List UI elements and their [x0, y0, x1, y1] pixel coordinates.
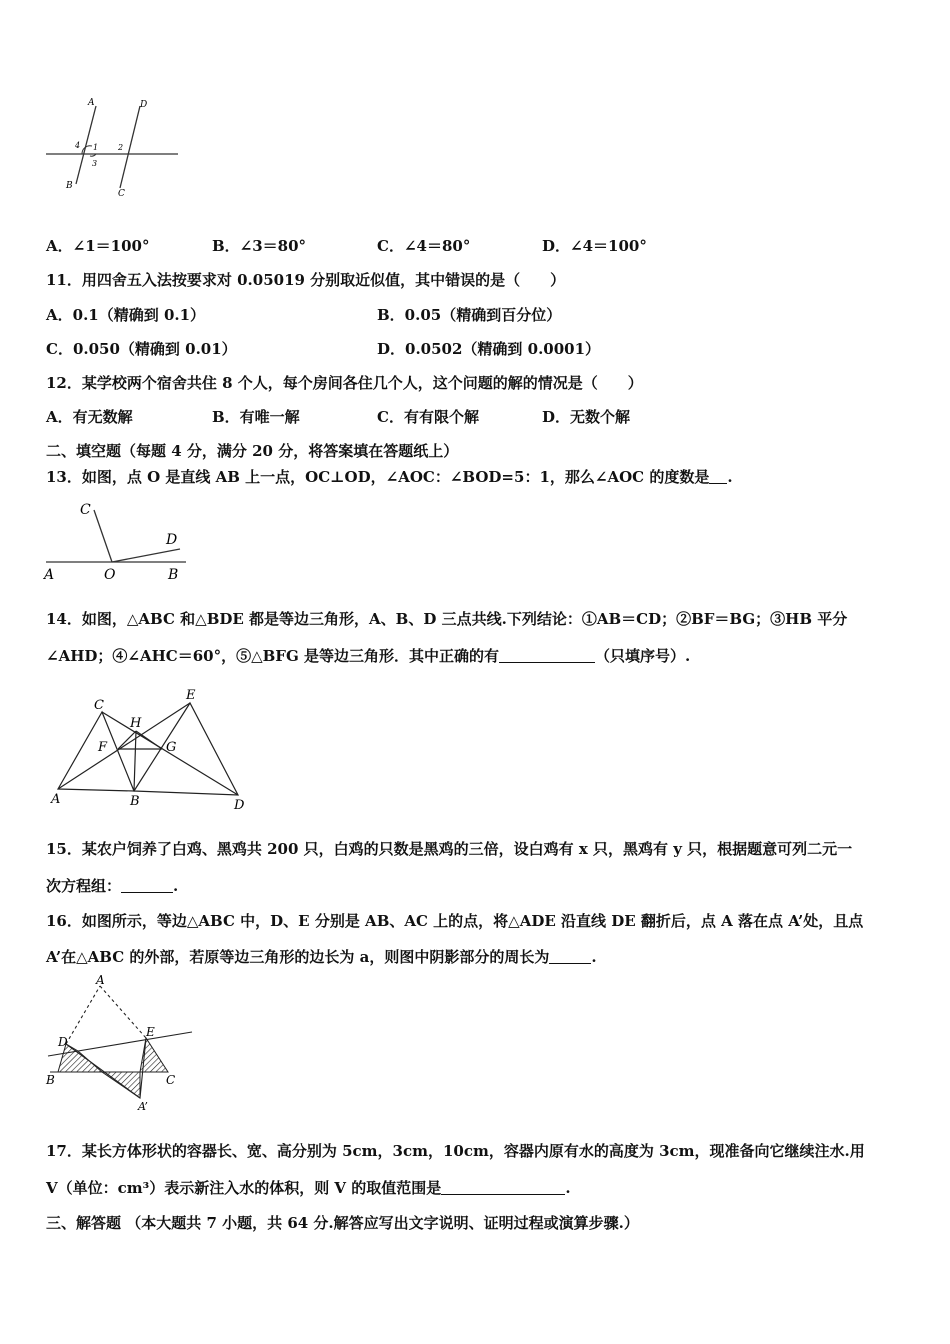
label-b: B — [130, 794, 140, 809]
answer-blank — [499, 648, 595, 663]
q10-option-c: C．∠4＝80° — [377, 237, 471, 255]
q16-line2-pre: A’在△ABC 的外部，若原等边三角形的边长为 a，则图中阴影部分的周长为 — [46, 948, 550, 966]
q13-end: . — [727, 468, 733, 486]
q14-line2-pre: ∠AHD；④∠AHC＝60°，⑤△BFG 是等边三角形．其中正确的有 — [46, 647, 499, 665]
q11-option-c: C．0.050（精确到 0.01） — [46, 340, 237, 358]
q17-line1: 17．某长方体形状的容器长、宽、高分别为 5cm，3cm，10cm，容器内原有水的高度为 3cm，现准备向它继续注水.用 — [46, 1142, 865, 1160]
label-f: F — [98, 740, 108, 755]
q15-line2-post: . — [173, 877, 179, 895]
label-c: C — [166, 1073, 176, 1087]
section3-heading: 三、解答题 （本大题共 7 小题，共 64 分.解答应写出文字说明、证明过程或演算步骤.） — [46, 1214, 639, 1232]
q14-figure — [48, 685, 258, 813]
q15-line2-pre: 次方程组： — [46, 877, 122, 895]
q12-stem: 12．某学校两个宿舍共住 8 个人，每个房间各住几个人，这个问题的解的情况是（ ） — [46, 374, 643, 392]
label-g: G — [166, 740, 177, 755]
q11-option-b: B．0.05（精确到百分位） — [377, 306, 562, 324]
q16-figure — [42, 973, 202, 1113]
q14-line2-post: （只填序号）. — [594, 647, 691, 665]
answer-blank — [709, 469, 727, 484]
q12-option-a: A．有无数解 — [46, 408, 133, 426]
q10-option-a: A．∠1＝100° — [46, 237, 150, 255]
q16-line2-post: . — [591, 948, 597, 966]
q17-line2 — [46, 1178, 571, 1198]
label-e: E — [146, 1025, 155, 1039]
q11-option-d: D．0.0502（精确到 0.0001） — [377, 340, 601, 358]
q10-option-b: B．∠3＝80° — [212, 237, 307, 255]
segment-da — [66, 986, 100, 1044]
answer-blank — [549, 949, 591, 964]
q12-option-c: C．有有限个解 — [377, 408, 479, 426]
q12-option-d: D．无数个解 — [542, 408, 631, 426]
label-4: 4 — [75, 141, 81, 150]
label-d: D — [166, 532, 178, 548]
label-d: D — [58, 1035, 68, 1049]
q10-option-d: D．∠4＝100° — [542, 237, 647, 255]
label-o: O — [104, 567, 116, 583]
label-d: D — [140, 100, 148, 110]
segment-ae — [100, 986, 146, 1038]
label-1: 1 — [93, 143, 99, 152]
q17-line2-post: . — [565, 1179, 571, 1197]
q13-figure — [40, 496, 190, 586]
section2-heading: 二、填空题（每题 4 分，满分 20 分，将答案填在答题纸上） — [46, 442, 459, 460]
q16-line2 — [46, 947, 597, 967]
label-2: 2 — [118, 143, 124, 152]
label-c: C — [80, 502, 91, 518]
label-c: C — [94, 698, 104, 713]
label-d: D — [234, 798, 245, 813]
label-a: A — [51, 792, 61, 807]
label-a: A — [96, 973, 105, 987]
q11-option-a: A．0.1（精确到 0.1） — [46, 306, 206, 324]
segment-hg — [136, 731, 162, 749]
label-b: B — [66, 181, 73, 191]
q12-option-b: B．有唯一解 — [212, 408, 300, 426]
q16-line1: 16．如图所示，等边△ABC 中，D、E 分别是 AB、AC 上的点，将△ADE 沿直线 DE 翻折后，点 A 落在点 A’处，且点 — [46, 912, 864, 930]
ray-oc — [94, 510, 112, 562]
label-3: 3 — [92, 159, 98, 168]
label-b: B — [46, 1073, 55, 1087]
label-b: B — [168, 567, 179, 583]
q15-line1: 15．某农户饲养了白鸡、黑鸡共 200 只，白鸡的只数是黑鸡的三倍，设白鸡有 x 只，黑鸡有 y 只，根据题意可列二元一 — [46, 840, 853, 858]
label-e: E — [186, 688, 196, 703]
q10-figure — [44, 96, 184, 206]
q11-stem: 11．用四舍五入法按要求对 0.05019 分别取近似值，其中错误的是（ ） — [46, 271, 566, 289]
q14-line1: 14．如图，△ABC 和△BDE 都是等边三角形，A、B、D 三点共线.下列结论：①AB＝CD；②BF＝BG；③HB 平分 — [46, 610, 848, 628]
label-a: A — [88, 98, 95, 108]
triangle-abc — [58, 712, 134, 791]
label-a-prime: A’ — [138, 1100, 148, 1113]
q14-line2 — [46, 646, 690, 666]
label-c: C — [118, 189, 125, 199]
label-h: H — [130, 716, 142, 731]
q13-stem: 13．如图，点 O 是直线 AB 上一点，OC⊥OD，∠AOC：∠BOD=5：1，那么∠AOC 的度数是 — [46, 468, 710, 486]
q15-line2 — [46, 876, 178, 896]
q17-line2-pre: V（单位：cm³）表示新注入水的体积，则 V 的取值范围是 — [46, 1179, 442, 1197]
answer-blank — [441, 1180, 565, 1195]
answer-blank — [121, 878, 173, 893]
ray-od — [112, 549, 180, 562]
label-a: A — [44, 567, 55, 583]
q13-stem-line — [46, 467, 733, 487]
